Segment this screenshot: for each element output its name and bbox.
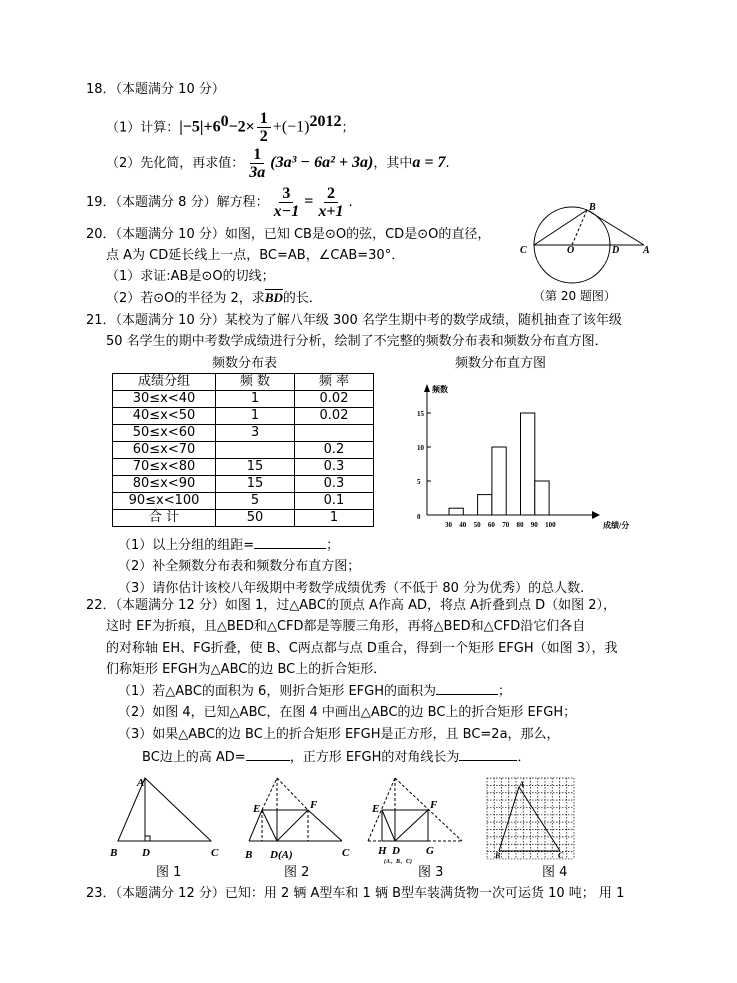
q22-line4: 们称矩形 EFGH为△ABC的边 BC上的折合矩形． [106,662,387,677]
x-axis-label: 成绩/分 [603,521,630,530]
q18-part2-expr: (3a³ − 6a² + 3a) [270,154,374,171]
q18-part1-label: （1）计算： [106,120,180,136]
cell-frequency: 3 [216,425,295,442]
q22-line1: 22．（本题满分 12 分）如图 1，过△ABC的顶点 A作高 AD，将点 A折叠到点 D（如图 2）， [86,598,617,613]
q22-part2: （2）如图 4，已知△ABC，在图 4 中画出△ABC的边 BC上的折合矩形 EFGH； [118,705,577,720]
text: ，正方形 EFGH的对角线长为 [289,750,460,765]
denominator: 3a [249,164,266,181]
column-header: 成绩分组 [113,374,216,391]
cell-group: 40≤x<50 [113,408,216,425]
q20-line2: 点 A为 CD延长线上一点，BC=AB，∠CAB=30°． [106,248,405,263]
label-c: C [558,851,564,860]
x-tick-label: 50 [473,521,481,529]
text: BC边上的高 AD= [142,750,246,765]
label-e: E [253,803,261,815]
q21-part2: （2）补全频数分布表和频数分布直方图； [118,559,361,574]
q21-line1: 21．（本题满分 10 分）某校为了解八年级 300 名学生期中考的数学成绩，随机抽查了该年级 [86,313,622,328]
histogram-bar [521,413,535,515]
table-row [113,476,374,493]
histogram-title: 频数分布直方图 [455,356,547,371]
table-row [113,391,374,408]
label-c: C [211,847,219,859]
fraction [271,185,303,220]
x-tick-label: 60 [487,521,495,529]
label-b: B [110,847,118,859]
text: （1）以上分组的组距= [118,538,255,553]
cell-group: 60≤x<70 [113,442,216,459]
q22-part3b [142,750,530,766]
x-tick-label: 90 [530,521,538,529]
exponent: 2012 [309,113,342,130]
q22-line2: 这时 EF为折痕，且△BED和△CFD都是等腰三角形，再将△BED和△CFD沿它们各自 [106,619,586,634]
q18-header: 18．（本题满分 10 分） [86,82,225,97]
arc-bd: $\overline{BD}$ [264,290,283,305]
q18-part1-expr-b: −2× [228,118,255,136]
frequency-table [112,373,374,527]
equals: = [304,193,314,210]
cell-frequency [216,442,295,459]
punct: . [348,195,353,210]
q19-header: 19．（本题满分 8 分）解方程： [86,195,269,210]
punct: . [445,156,450,171]
text: （2）若⊙O的半径为 2，求 [106,291,265,306]
table-row [113,425,374,442]
cell-rate: 0.3 [295,476,374,493]
q21-part3: （3）请你估计该校八年级期中考数学成绩优秀（不低于 80 分为优秀）的总人数. [118,581,585,596]
table-row [113,442,374,459]
q18-part1-expr-a: |−5|+6 [179,118,221,136]
label-d: D [612,245,620,256]
exponent: 0 [220,113,229,130]
x-tick-label: 40 [459,521,467,529]
text: （1）若△ABC的面积为 6，则折合矩形 EFGH的面积为 [118,684,437,699]
table-total-row [113,510,374,527]
answer-blank[interactable] [436,684,498,695]
q18-part1-expr-c: +(−1) [272,118,310,136]
q22-figures [0,770,737,870]
histogram-bar [492,447,506,515]
cell-group: 合 计 [113,510,216,527]
column-header: 频 率 [295,374,374,391]
table-header-row [113,374,374,391]
numerator: 1 [257,110,271,128]
figure-3-caption: 图 3 [418,865,444,880]
cell-group: 80≤x<90 [113,476,216,493]
label-d: D [392,845,400,857]
x-tick-label: 100 [545,521,556,529]
cell-frequency: 5 [216,493,295,510]
denominator: x+1 [318,203,344,220]
cell-rate: 0.02 [295,391,374,408]
text: 的长． [282,291,322,306]
q22-part3: （3）如果△ABC的边 BC上的折合矩形 EFGH是正方形，且 BC=2a，那么， [118,727,560,742]
x-tick-label: 30 [445,521,452,529]
numerator: 3 [279,185,293,203]
y-tick-label: 5 [417,478,421,486]
histogram-bar [478,495,492,515]
q23-line1: 23．（本题满分 12 分）已知：用 2 辆 A型车和 1 辆 B型车装满货物一次可运货 10 吨； 用 1 [86,886,625,901]
y-axis-arrow [424,384,430,392]
histogram [417,378,660,538]
figure-1 [109,777,219,859]
cell-frequency: 15 [216,476,295,493]
q18-part2-label: （2）先化简，再求值： [106,156,245,171]
x-axis-arrow [592,511,600,519]
condition: a = 7 [412,154,446,171]
denominator: x−1 [273,203,300,220]
cell-frequency: 50 [216,510,295,527]
y-tick-label: 10 [417,444,424,452]
cell-frequency: 1 [216,408,295,425]
histogram-bar [449,508,463,515]
figure-1-caption: 图 1 [156,865,182,880]
label-a: A [137,777,145,789]
column-header: 频 数 [216,374,295,391]
cell-rate: 0.2 [295,442,374,459]
figure-2 [244,778,350,861]
cell-frequency: 15 [216,459,295,476]
q20-figure-caption: （第 20 题图） [533,289,616,303]
figure-2-caption: 图 2 [284,865,310,880]
q20-part1: （1）求证:AB是⊙O的切线； [106,269,275,284]
line-ba [587,210,644,245]
cell-rate: 1 [295,510,374,527]
cell-rate [295,425,374,442]
label-abc: (A、B、C) [384,859,413,865]
label-b: B [589,202,596,213]
punct: ； [326,538,340,553]
cell-group: 30≤x<40 [113,391,216,408]
y-tick-label: 15 [417,410,424,418]
x-tick-label: 80 [516,521,524,529]
y-axis-label: 频数 [432,385,448,394]
q22-part1 [118,684,511,700]
cell-frequency: 1 [216,391,295,408]
numerator: 2 [324,185,338,203]
y-tick-label: 0 [417,513,421,521]
label-o: O [567,245,575,256]
q20-line1: 20．（本题满分 10 分）如图，已知 CB是⊙O的弦，CD是⊙O的直径， [86,227,491,242]
q19 [86,184,353,221]
label-a: A [519,780,525,789]
answer-blank[interactable] [459,750,517,761]
label-g: G [426,845,434,857]
fraction [246,146,268,181]
label-d: D [142,847,150,859]
table-title: 频数分布表 [212,356,278,371]
q21-part1 [118,538,339,554]
q22-line3: 的对称轴 EH、FG折叠，使 B、C两点都与点 D重合，得到一个矩形 EFGH（如图 3），我 [106,641,618,656]
label-e: E [372,803,380,815]
cell-group: 70≤x<80 [113,459,216,476]
label-d-a: D(A) [270,849,293,861]
q18-part1 [106,104,355,146]
label-f: F [430,799,438,811]
cell-group: 50≤x<60 [113,425,216,442]
label-c: C [520,245,527,256]
denominator: 2 [259,128,268,146]
answer-blank[interactable] [254,538,326,549]
numerator: 1 [250,146,264,164]
answer-blank[interactable] [246,750,290,761]
q21-line2: 50 名学生的期中考数学成绩进行分析，绘制了不完整的频数分布表和频数分布直方图． [106,334,608,349]
table-row [113,408,374,425]
x-tick-label: 70 [502,521,510,529]
punct: ； [498,684,512,699]
punct: ． [517,750,531,765]
figure-4 [487,778,574,860]
cell-rate: 0.1 [295,493,374,510]
q20-part2 [106,290,322,307]
line-cb [534,210,587,245]
label-c: C [342,847,350,859]
figure-3 [368,778,462,865]
text: ，其中 [373,156,413,171]
label-b: B [245,849,253,861]
table-row [113,493,374,510]
fraction [257,110,271,145]
table-row [113,459,374,476]
q18-part2 [106,145,450,182]
label-a: A [643,245,650,256]
label-b: B [495,851,501,860]
label-f: F [310,799,318,811]
fraction [315,185,346,220]
histogram-bar [535,481,549,515]
punct: ； [341,120,355,136]
label-h: H [378,845,387,857]
cell-group: 90≤x<100 [113,493,216,510]
cell-rate: 0.02 [295,408,374,425]
cell-rate: 0.3 [295,459,374,476]
figure-4-caption: 图 4 [542,865,568,880]
